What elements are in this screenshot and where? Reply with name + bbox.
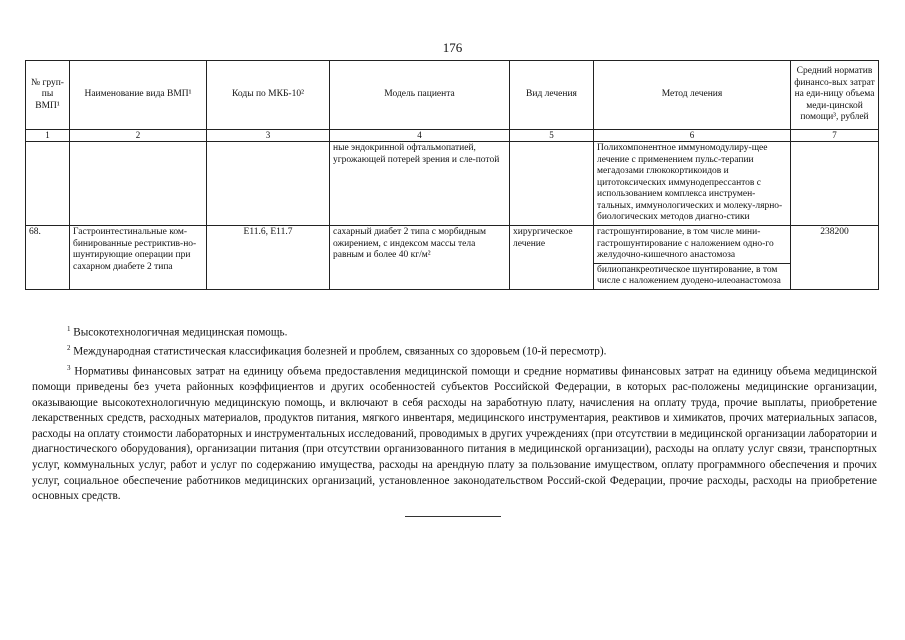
footnote-text: Нормативы финансовых затрат на единицу объема предоставления медицинской помощи и средние нормативы финансовых затрат на единицу объема медицинской помощи приведены без учета районных коэффициентов и других особенностей субъектов Российской Федерации, в которых рас-положены медицинские организации, оказывающие высокотехнологичную медицинскую помощь, и включают в себя расходы на заработную плату, начисления на оплату труда, прочие выплаты, приобретение лекарственных средств, расходных материалов, продуктов питания, мягкого инвентаря, медицинского инструментария, реактивов и химикатов, прочих материальных запасов, расходы на оплату стоимости лабораторных и инструментальных исследований, проводимых в других учреждениях (при отсутствии в медицинской организации лаборатории и диагностического оборудования), организации питания (при отсутствии организованного питания в медицинской организации), расходы на оплату услуг связи, транспортных услуг, коммунальных услуг, работ и услуг по содержанию имущества, расходы на арендную плату за пользование имуществом, оплату программного обеспечения и прочих услуг, социальное обеспечение работников медицинских организаций, установленное законодательством Россий-ской Федерации, прочие расходы, расходы на приобретение основных средств. xyxy=(32,365,877,503)
column-number: 4 xyxy=(330,130,510,142)
column-number: 6 xyxy=(594,130,791,142)
cell-group: 68. xyxy=(26,226,70,290)
footnote-text: Международная статистическая классификация болезней и проблем, связанных со здоровьем (10-й пересмотр). xyxy=(73,346,607,359)
column-number: 7 xyxy=(791,130,879,142)
footnote-1 xyxy=(32,322,877,341)
header-group: № груп-пы ВМП¹ xyxy=(26,61,70,130)
method-option: гастрошунтирование, в том числе мини-гастрошунтирование с наложением одно-го желудочно-кишечного анастомоза xyxy=(597,227,774,261)
header-name: Наименование вида ВМП¹ xyxy=(70,61,207,130)
table-row xyxy=(26,142,879,226)
cell-kind: хирургическое лечение xyxy=(510,226,594,290)
cell-method: Полихомпонентное иммуномодулиру-щее лечение с применением пульс-терапии мегадозами глюкокортикоидов и цитотоксических иммунодепрессантов с использованием комплекса инструмен-тальных, иммунологических и молеку-лярно-биологических методов диагно-стики xyxy=(594,142,791,226)
header-model: Модель пациента xyxy=(330,61,510,130)
column-number: 5 xyxy=(510,130,594,142)
vmp-table xyxy=(25,60,879,290)
column-number-row xyxy=(26,130,879,142)
header-norm: Средний норматив финансо-вых затрат на еди-ницу объема меди-цинской помощи³, рублей xyxy=(791,61,879,130)
footnote-text: Высокотехнологичная медицинская помощь. xyxy=(73,326,288,339)
footnote-mark: 1 xyxy=(67,325,71,333)
cell-name: Гастроинтестинальные ком-бинированные рестриктив-но-шунтирующие операции при сахарном диабете 2 типа xyxy=(70,226,207,290)
column-number: 1 xyxy=(26,130,70,142)
footnote-2 xyxy=(32,341,877,360)
table-header-row xyxy=(26,61,879,130)
page-number: 176 xyxy=(442,40,463,55)
header-method: Метод лечения xyxy=(594,61,791,130)
cell-codes: E11.6, E11.7 xyxy=(207,226,330,290)
column-number: 3 xyxy=(207,130,330,142)
footnotes xyxy=(32,322,877,505)
cell-method xyxy=(594,226,791,290)
end-rule xyxy=(405,516,501,517)
table-row xyxy=(26,226,879,290)
method-option: билиопанкреотическое шунтирование, в том числе с наложением дуодено-илеоанастомоза xyxy=(594,263,790,289)
column-number: 2 xyxy=(70,130,207,142)
footnote-mark: 2 xyxy=(67,344,71,353)
footnote-3 xyxy=(32,361,877,505)
footnote-mark: 3 xyxy=(67,363,71,372)
header-kind: Вид лечения xyxy=(510,61,594,130)
cell-model: ные эндокринной офтальмопатией, угрожающей потерей зрения и сле-потой xyxy=(330,142,510,226)
cell-model: сахарный диабет 2 типа с морбидным ожирением, с индексом массы тела равным и более 40 кг/м² xyxy=(330,226,510,290)
cell-norm: 238200 xyxy=(791,226,879,290)
header-codes: Коды по МКБ-10² xyxy=(207,61,330,130)
